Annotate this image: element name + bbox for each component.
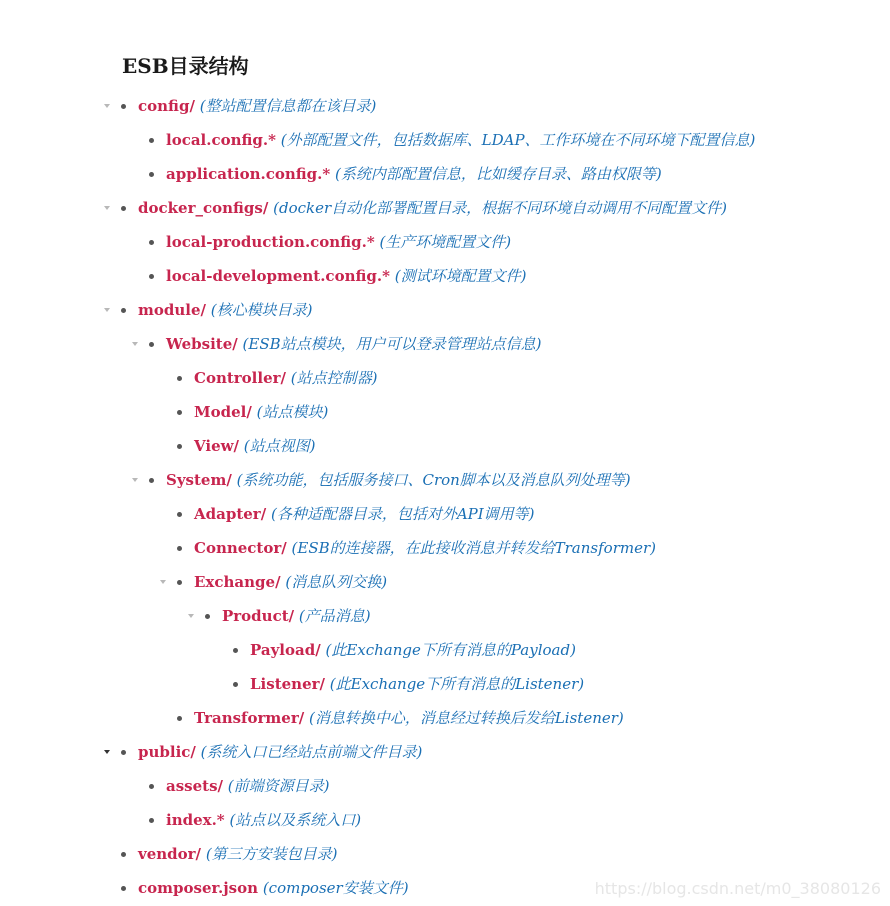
bullet-icon <box>149 138 154 143</box>
tree-item-entry <box>194 531 656 565</box>
bullet-icon <box>177 410 182 415</box>
tree-item-entry <box>138 89 376 123</box>
tree-item-entry <box>194 497 535 531</box>
tree-item-description: (系统入口已经站点前端文件目录) <box>200 743 423 761</box>
collapse-toggle-icon[interactable] <box>104 308 110 312</box>
tree-item-entry <box>194 701 624 735</box>
collapse-toggle-icon[interactable] <box>104 750 110 754</box>
tree-item-description: (此Exchange下所有消息的Payload) <box>325 641 576 659</box>
tree-item-name: docker_configs/ <box>138 199 269 217</box>
tree-item-description: (产品消息) <box>298 607 371 625</box>
tree-item <box>0 89 890 123</box>
tree-item-name: local-development.config.* <box>166 267 390 285</box>
bullet-icon <box>121 852 126 857</box>
tree-item-description: (站点控制器) <box>290 369 378 387</box>
tree-item <box>0 191 890 225</box>
tree-item <box>0 259 890 293</box>
tree-item <box>0 735 890 769</box>
bullet-icon <box>177 512 182 517</box>
tree-item-entry <box>194 429 316 463</box>
tree-item <box>0 327 890 361</box>
tree-item-entry <box>166 225 511 259</box>
tree-item-name: module/ <box>138 301 206 319</box>
watermark: https://blog.csdn.net/m0_38080126 <box>594 879 881 898</box>
tree-item-description: (系统内部配置信息，比如缓存目录、路由权限等) <box>335 165 662 183</box>
tree-item-description: (系统功能，包括服务接口、Cron脚本以及消息队列处理等) <box>236 471 631 489</box>
tree-item <box>0 565 890 599</box>
tree-item-name: View/ <box>194 437 240 455</box>
tree-item-name: Website/ <box>166 335 238 353</box>
collapse-toggle-icon[interactable] <box>160 580 166 584</box>
tree-item-name: System/ <box>166 471 232 489</box>
tree-item <box>0 837 890 871</box>
tree-item-entry <box>138 293 313 327</box>
tree-item-name: index.* <box>166 811 225 829</box>
tree-item-description: (整站配置信息都在该目录) <box>199 97 377 115</box>
tree-item <box>0 463 890 497</box>
tree-item-description: (ESB的连接器，在此接收消息并转发给Transformer) <box>291 539 656 557</box>
tree-item-entry <box>166 463 631 497</box>
tree-item <box>0 225 890 259</box>
collapse-toggle-icon[interactable] <box>132 342 138 346</box>
tree-item-entry <box>138 735 422 769</box>
tree-item-name: local.config.* <box>166 131 276 149</box>
tree-item <box>0 497 890 531</box>
tree-item-description: (站点以及系统入口) <box>229 811 362 829</box>
tree-item-name: Controller/ <box>194 369 287 387</box>
tree-item-name: public/ <box>138 743 196 761</box>
tree-item-description: (测试环境配置文件) <box>394 267 527 285</box>
tree-item-name: composer.json <box>138 879 259 897</box>
tree-item-name: Transformer/ <box>194 709 305 727</box>
bullet-icon <box>205 614 210 619</box>
tree-item-name: Listener/ <box>250 675 325 693</box>
directory-tree <box>0 89 890 905</box>
tree-item <box>0 123 890 157</box>
tree-item <box>0 701 890 735</box>
tree-item-description: (前端资源目录) <box>227 777 330 795</box>
tree-item <box>0 667 890 701</box>
tree-item-description: (此Exchange下所有消息的Listener) <box>329 675 585 693</box>
tree-item-name: config/ <box>138 97 195 115</box>
bullet-icon <box>121 308 126 313</box>
tree-item-entry <box>166 123 755 157</box>
tree-item-description: (各种适配器目录，包括对外API调用等) <box>270 505 535 523</box>
collapse-toggle-icon[interactable] <box>188 614 194 618</box>
tree-item-name: Connector/ <box>194 539 287 557</box>
tree-item <box>0 803 890 837</box>
tree-item <box>0 429 890 463</box>
bullet-icon <box>121 886 126 891</box>
tree-item-entry <box>222 599 371 633</box>
tree-item <box>0 769 890 803</box>
tree-item-name: Adapter/ <box>194 505 267 523</box>
bullet-icon <box>177 444 182 449</box>
tree-item-description: (ESB站点模块，用户可以登录管理站点信息) <box>242 335 542 353</box>
bullet-icon <box>233 648 238 653</box>
tree-item-description: (第三方安装包目录) <box>205 845 338 863</box>
tree-item-name: Product/ <box>222 607 295 625</box>
bullet-icon <box>149 478 154 483</box>
tree-item-name: Payload/ <box>250 641 321 659</box>
bullet-icon <box>233 682 238 687</box>
tree-item-description: (composer安装文件) <box>262 879 409 897</box>
tree-item-description: (消息转换中心，消息经过转换后发给Listener) <box>308 709 624 727</box>
tree-item <box>0 633 890 667</box>
collapse-toggle-icon[interactable] <box>104 104 110 108</box>
tree-item-description: (外部配置文件，包括数据库、LDAP、工作环境在不同环境下配置信息) <box>280 131 756 149</box>
tree-item <box>0 599 890 633</box>
tree-item-entry <box>194 565 387 599</box>
tree-item-entry <box>250 633 576 667</box>
tree-item-entry <box>166 769 330 803</box>
tree-item-name: local-production.config.* <box>166 233 375 251</box>
collapse-toggle-icon[interactable] <box>132 478 138 482</box>
tree-item-entry <box>194 361 378 395</box>
bullet-icon <box>121 750 126 755</box>
tree-item-description: (生产环境配置文件) <box>379 233 512 251</box>
tree-item-description: (docker自动化部署配置目录，根据不同环境自动调用不同配置文件) <box>273 199 727 217</box>
tree-item-name: Exchange/ <box>194 573 281 591</box>
tree-item-entry <box>250 667 584 701</box>
tree-item-name: assets/ <box>166 777 224 795</box>
bullet-icon <box>149 240 154 245</box>
tree-item-description: (消息队列交换) <box>285 573 388 591</box>
bullet-icon <box>149 172 154 177</box>
bullet-icon <box>149 784 154 789</box>
tree-item-entry <box>166 157 662 191</box>
bullet-icon <box>121 104 126 109</box>
tree-item-name: Model/ <box>194 403 252 421</box>
page-title: ESB目录结构 <box>122 54 249 78</box>
tree-item-entry <box>138 837 338 871</box>
tree-item-description: (站点模块) <box>256 403 329 421</box>
tree-item-entry <box>166 259 526 293</box>
tree-item <box>0 157 890 191</box>
bullet-icon <box>177 546 182 551</box>
tree-item <box>0 361 890 395</box>
tree-item-entry <box>166 803 361 837</box>
bullet-icon <box>121 206 126 211</box>
tree-item-entry <box>138 191 727 225</box>
tree-item-entry <box>138 871 409 905</box>
bullet-icon <box>149 274 154 279</box>
tree-item-name: vendor/ <box>138 845 202 863</box>
collapse-toggle-icon[interactable] <box>104 206 110 210</box>
bullet-icon <box>177 716 182 721</box>
bullet-icon <box>177 376 182 381</box>
bullet-icon <box>177 580 182 585</box>
tree-item-description: (站点视图) <box>243 437 316 455</box>
tree-item-entry <box>194 395 328 429</box>
bullet-icon <box>149 342 154 347</box>
tree-item <box>0 395 890 429</box>
tree-item-entry <box>166 327 542 361</box>
tree-item-name: application.config.* <box>166 165 331 183</box>
bullet-icon <box>149 818 154 823</box>
tree-item <box>0 293 890 327</box>
tree-item <box>0 531 890 565</box>
tree-item-description: (核心模块目录) <box>210 301 313 319</box>
